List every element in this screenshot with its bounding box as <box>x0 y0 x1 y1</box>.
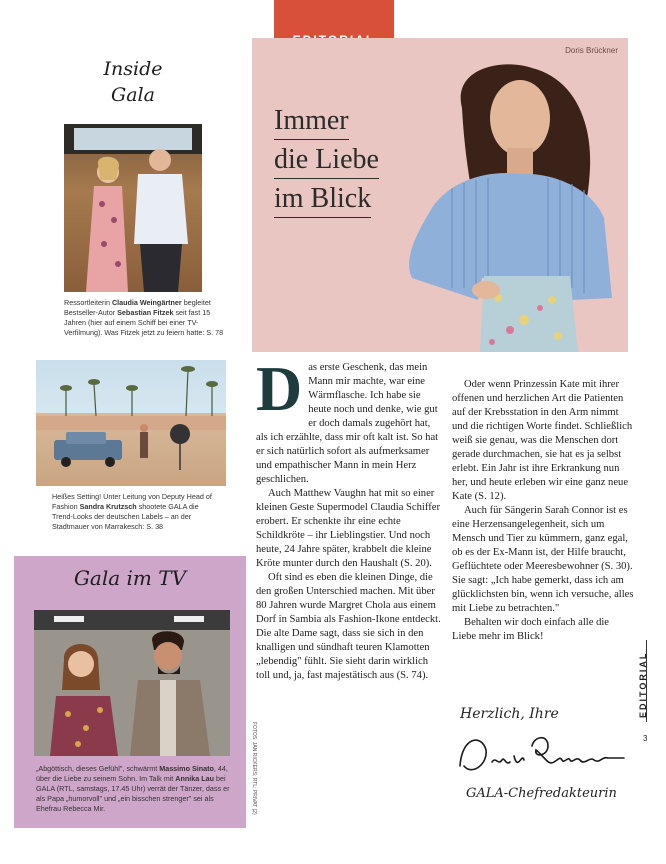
tv-box-title: Gala im TV <box>73 566 187 590</box>
caption-text: begleitet Bestseller-Autor <box>64 298 211 317</box>
caption-name: Claudia Weingärtner <box>111 298 182 307</box>
body-column-1 <box>256 353 442 683</box>
body-paragraph: Behalten wir doch einfach alle die Liebe mehr im Blick! <box>452 617 610 642</box>
caption-text: seit fast 15 Jahren (hier auf einem Schiff bei einer TV-Verfilmung). Was Fitzek jetzt zu feiern hatte: S. 78 <box>64 308 224 337</box>
caption-text: Heißes Setting! Unter Leitung von Deputy Head of Fashion <box>52 492 212 511</box>
signoff-greeting: Herzlich, Ihre <box>460 706 559 722</box>
caption-text: bei GALA (RTL, samstags, 17.45 Uhr) verrät der Tänzer, dass er als Papa „humorvoll" und „ein bisschen strenger" sei als Ehefrau Rebecca Mir. <box>36 774 230 813</box>
inside-gala-heading <box>98 56 168 108</box>
signoff-role: GALA-Chefredakteurin <box>466 786 617 801</box>
handwritten-signature <box>452 726 632 786</box>
caption-text: „Abgöttisch, dieses Gefühl", schwärmt <box>36 764 160 773</box>
title-line-1: Immer <box>274 104 349 140</box>
body-paragraph: Auch Matthew Vaughn hat mit so einer kleinen Geste Supermodel Claudia Schiffer erobert. Er schenkte ihr eine echte Schildkröte – ihr Lieblingstier. Und noch heute, 24 Jahre später, krabbelt die kleine Kröte munter durch den Haushalt (S. 20). <box>256 488 440 569</box>
body-paragraph: Oft sind es eben die kleinen Dinge, die den großen Unterschied machen. Mit über 80 Jahren wurde Margret Chola aus einem Dorf in Sambia als Fashion-Ikone entdeckt. Die alte Dame sagt, dass sie sich in den knalligen und sündhaft teuren Klamotten „lebendig" fühlt. Sie sieht darin wirklich toll und, ja, fast majestätisch aus (S. 74). <box>256 572 441 681</box>
caption-text: Ressortleiterin <box>64 298 112 307</box>
caption-photo-2 <box>52 492 212 532</box>
caption-name: Sandra Krutzsch <box>79 502 137 511</box>
body-paragraph: Oder wenn Prinzessin Kate mit ihrer offenen und herzlichen Art die Patienten auf der Krebsstation in den Arm nimmt und die richtigen Worte findet. Schließlich weiß sie genau, was die Menschen dort gerade durchmachen, sie hat es ja selbst erlebt. Ein Jahr ist ihre Erkrankung nun her, und heute erleben wir eine ganz neue Kate (S. 12). <box>452 379 633 502</box>
title-line-3: im Blick <box>274 182 371 218</box>
body-paragraph: as erste Geschenk, das mein Mann mir machte, war eine Wärmflasche. Ich habe sie heute noch und denke, wie gut er doch damals zugehört hat, als ich erzählte, dass mir oft kalt ist. So hat er sich natürlich sofort als aufmerksamer und empathischer Mann in mein Herz geschlichen. <box>256 362 439 485</box>
caption-tv <box>36 764 232 814</box>
hero-image <box>252 38 628 352</box>
side-section-label: EDITORIAL <box>638 651 648 718</box>
photo-tv-studio <box>34 610 230 756</box>
caption-name: Sebastian Fitzek <box>117 308 174 317</box>
page-title <box>274 104 379 221</box>
caption-photo-1 <box>64 298 224 338</box>
photo-weingaertner-fitzek <box>64 124 202 292</box>
photo-credit: FOTOS: JAN RICKERS; RTL; PRIVAT (2) <box>251 722 257 815</box>
hero-photo-name: Doris Brückner <box>565 46 618 55</box>
photo-desert-car <box>36 360 226 486</box>
page-number: 3 <box>643 734 648 743</box>
body-column-2 <box>452 378 634 644</box>
body-paragraph: Auch für Sängerin Sarah Connor ist es eine Herzensangelegenheit, sich um Mensch und Tier zu kümmern, ganz egal, ob es der Ex-Mann ist, der Hilfe braucht, Geflüchtete oder Meeresbewohner (S. 30). Sie sagt: „Ich habe gemerkt, dass ich am glücklichsten bin, wenn ich versuche, alles mit Liebe zu betrachten." <box>452 505 634 614</box>
caption-text: shootete GALA die Trend-Looks der deutschen Labels – an der Stadtmauer von Marrakesch: S. 38 <box>52 502 199 531</box>
photo-marrakesch-shoot <box>36 360 226 486</box>
inside-gala-line-2: Gala <box>111 84 155 106</box>
dropcap: D <box>256 353 303 424</box>
inside-gala-line-1: Inside <box>103 58 163 80</box>
photo-lau-sinato <box>34 610 230 756</box>
caption-text: , 44, über die Liebe zu seinem Sohn. Im Talk mit <box>36 764 228 783</box>
photo-ship-people <box>64 124 202 292</box>
caption-name: Massimo Sinato <box>159 764 214 773</box>
caption-name: Annika Lau <box>175 774 215 783</box>
title-line-2: die Liebe <box>274 143 379 179</box>
